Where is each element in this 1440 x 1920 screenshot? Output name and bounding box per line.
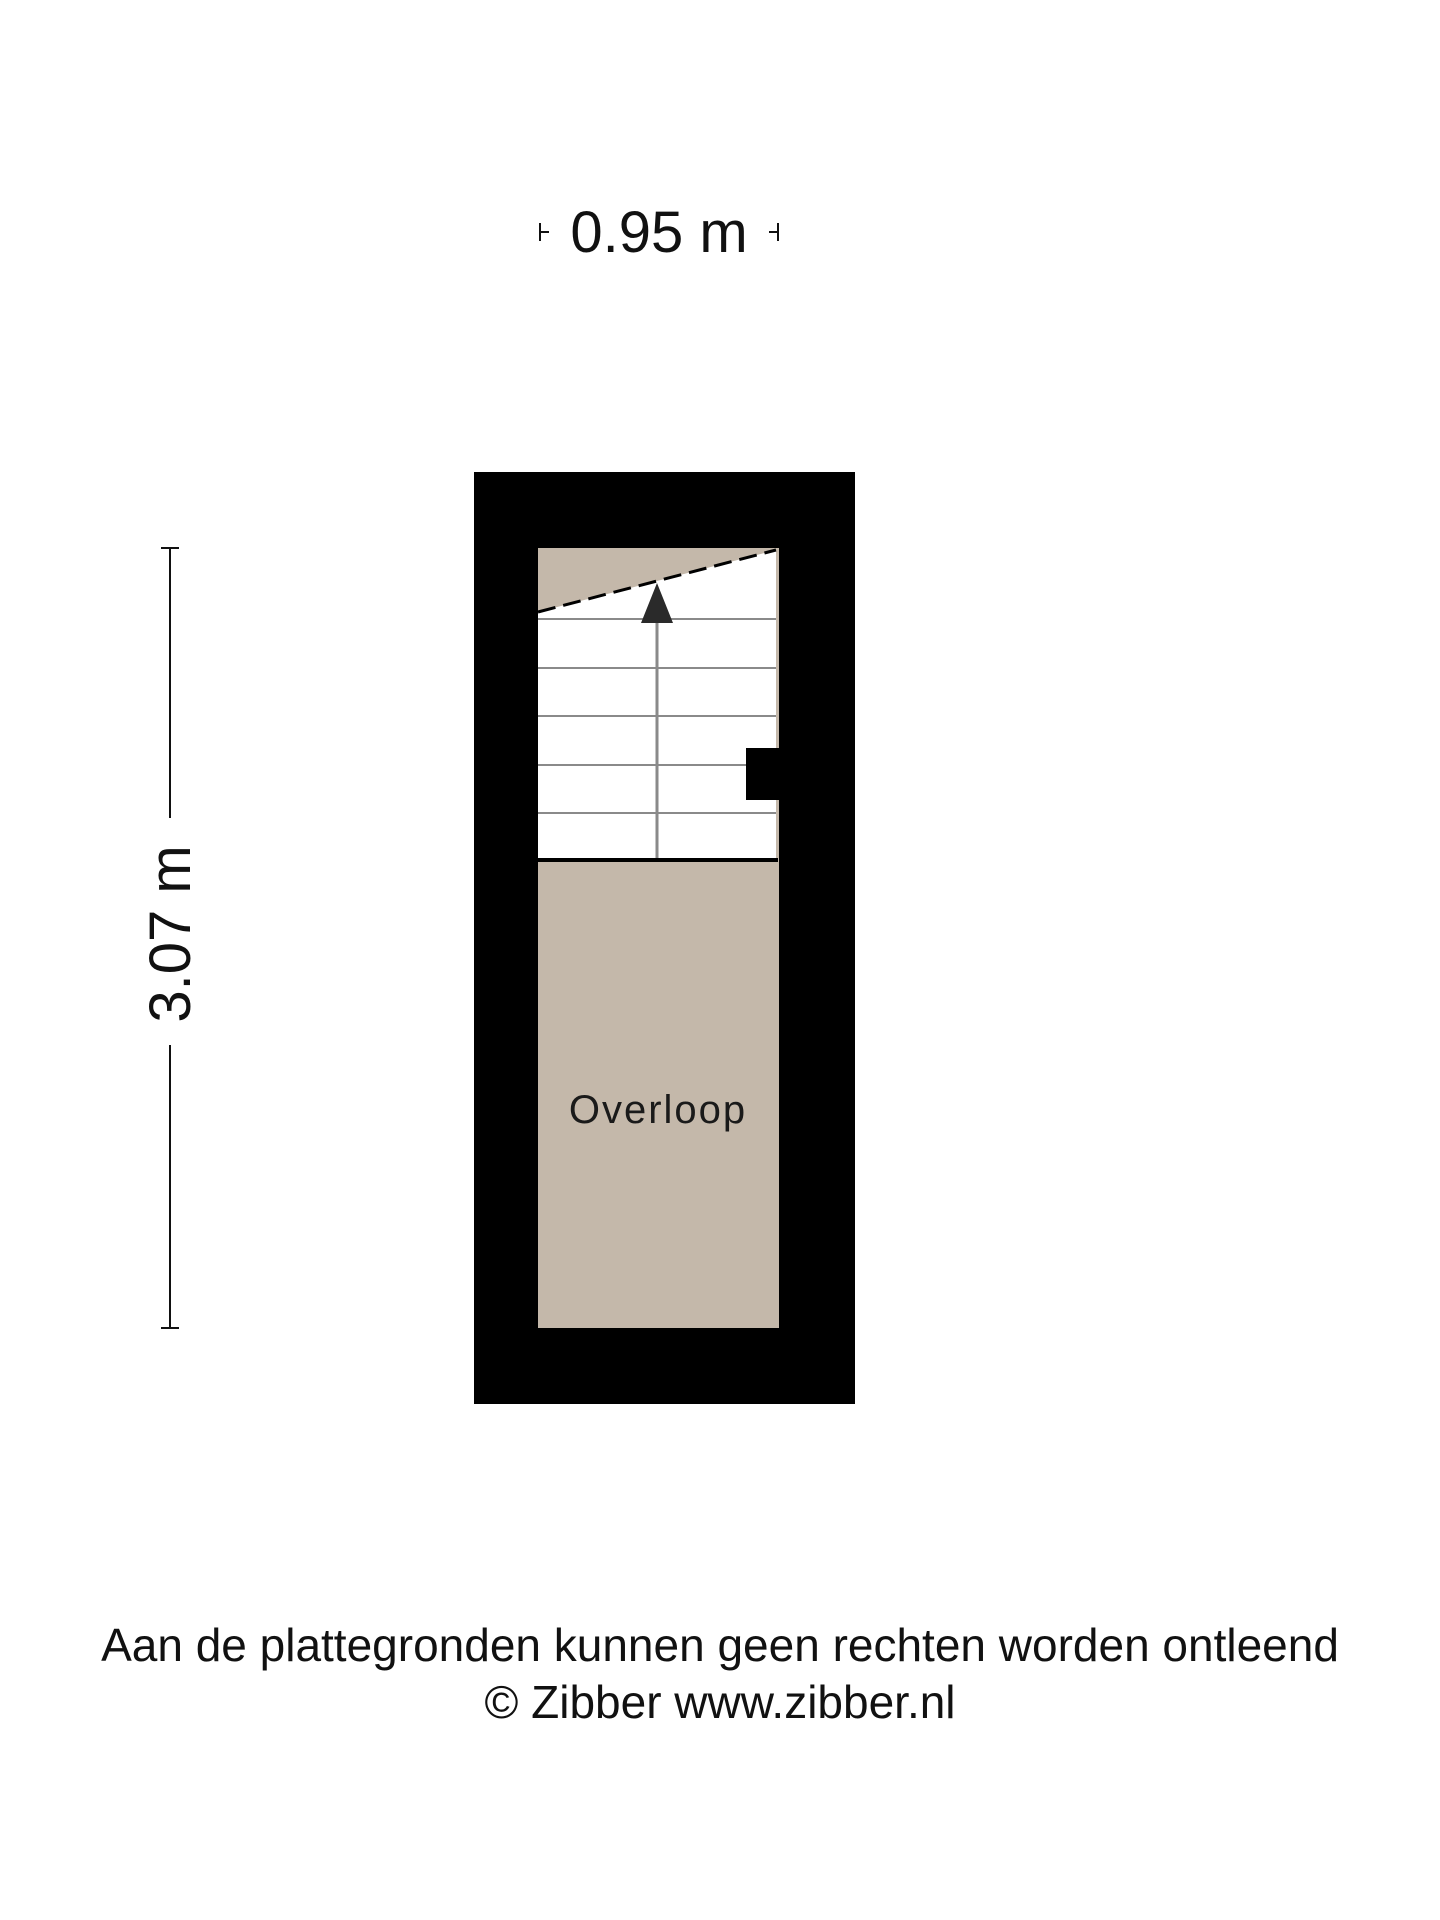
disclaimer-text: Aan de plattegronden kunnen geen rechten worden ontleend — [101, 1619, 1339, 1671]
width-dimension — [540, 200, 778, 265]
height-dimension-label: 3.07 m — [138, 845, 203, 1023]
copyright-text: © Zibber www.zibber.nl — [484, 1676, 956, 1728]
width-dimension-label: 0.95 m — [570, 200, 748, 265]
room-label: Overloop — [568, 1088, 748, 1132]
wall-notch — [746, 748, 780, 800]
height-dimension — [138, 548, 203, 1328]
